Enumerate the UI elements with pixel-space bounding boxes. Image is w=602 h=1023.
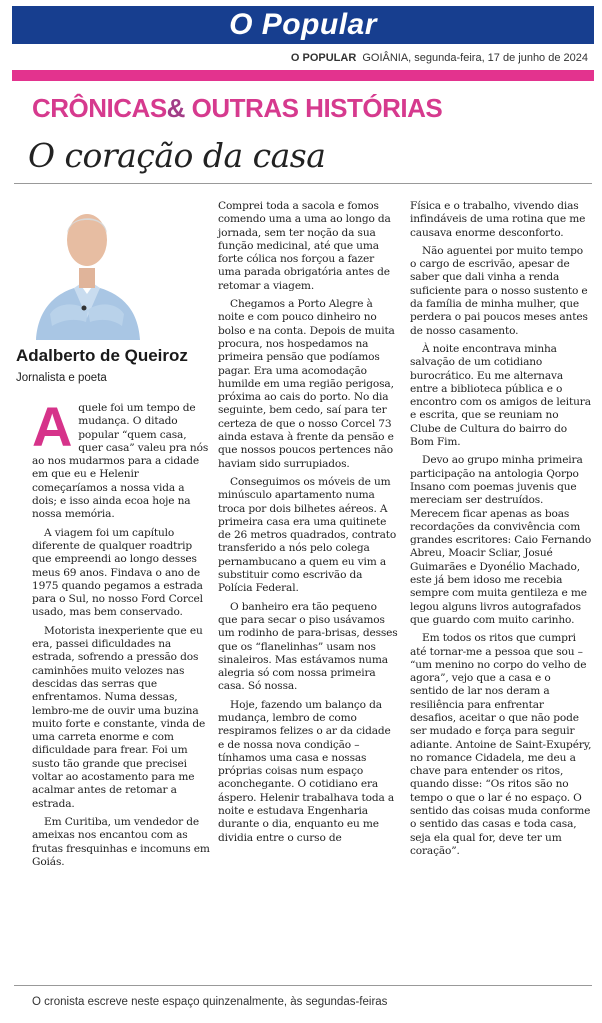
author-photo bbox=[28, 190, 146, 340]
footer-divider bbox=[14, 985, 592, 986]
paragraph: O banheiro era tão pequeno que para secar o piso usávamos um rodinho de para-brisas, desses que os “flanelinhas” usam nos sinaleiros. Mas estávamos numa alegria só com nossa primeira casa. Só nossa. bbox=[218, 600, 398, 693]
masthead-title: O Popular bbox=[229, 8, 377, 41]
paragraph: Conseguimos os móveis de um minúsculo apartamento numa troca por dois bilhetes aéreos. A primeira casa era uma quitinete de 26 metros quadrados, contrato transferido a nós pelo colega pernambucano a quem eu vim a substituir como escrivão da Polícia Federal. bbox=[218, 475, 397, 595]
article-headline: O coração da casa bbox=[28, 136, 326, 175]
masthead bbox=[12, 6, 594, 44]
article-column-3 bbox=[410, 200, 592, 863]
paragraph: Física e o trabalho, vivendo dias infindáveis de uma rotina que me causava enorme desconforto. bbox=[410, 200, 586, 239]
paragraph: Devo ao grupo minha primeira participação na antologia Qorpo Insano com poemas juvenis que mereciam ser destruídos. Merecem ficar apenas as boas recordações da convivência com grandes escritores: Caio Fernando Abreu, Moacir Scliar, Josué Guimarães e Dyonélio Machado, este já bem idoso me recebia sempre com muita gentileza e me legou alguns livros autografados que guardo com muito carinho. bbox=[410, 454, 592, 626]
dateline-paper: O POPULAR bbox=[290, 52, 357, 64]
footer-note: O cronista escreve neste espaço quinzenalmente, às segundas-feiras bbox=[32, 996, 388, 1008]
paragraph: Em Curitiba, um vendedor de ameixas nos encantou com as frutas fresquinhas e incomuns em Goiás. bbox=[32, 815, 210, 868]
section-color-bar bbox=[12, 70, 594, 81]
article-column-2 bbox=[218, 200, 398, 850]
paragraph: À noite encontrava minha salvação de um cotidiano burocrático. Eu me alternava entre a biblioteca pública e o encontro com os amigos de leitura e escrita, que se reuniam no Clube de Cultura do bairro do Bom Fim. bbox=[410, 342, 591, 449]
author-role: Jornalista e poeta bbox=[16, 372, 107, 384]
paragraph: Hoje, fazendo um balanço da mudança, lembro de como respiramos felizes o ar da cidade e de nossa nova condição – tínhamos uma casa e nossas próprias coisas num espaço aconchegante. O cotidiano era áspero. Helenir trabalhava toda a noite e estudava Engenharia durante o dia, enquanto eu me dividia entre o curso de bbox=[218, 698, 394, 844]
section-title-left: CRÔNICAS bbox=[32, 93, 167, 123]
paragraph: Motorista inexperiente que eu era, passei dificuldades na estrada, sofrendo a pressão dos caminhões muito velozes nas descidas das serras que enfrentamos. Numa dessas, lembro-me de ouvir uma buzina muito forte e constante, vinda de uma carreta enorme e com dificuldade para frear. Foi um susto tão grande que precisei voltar ao acostamento para me acalmar antes de retomar a estrada. bbox=[32, 624, 206, 810]
paragraph: A viagem foi um capítulo diferente de qualquer roadtrip que empreendi ao longo desses meus 69 anos. Findava o ano de 1975 quando pegamos a estrada para o Sul, no nosso Ford Corcel usado, mas bem conservado. bbox=[32, 526, 203, 619]
paragraph: quele foi um tempo de mudança. O ditado popular “quem casa, quer casa” valeu pra nós ao nos mudarmos para a cidade em que eu e Helenir começaríamos a nossa vida a dois; e isso ainda ecoa hoje na nossa memória. bbox=[32, 402, 209, 521]
paragraph: Chegamos a Porto Alegre à noite e com pouco dinheiro no bolso e na conta. Depois de muita procura, nos hospedamos na primeira pensão que podíamos pagar. Era uma acomodação humilde em uma região perigosa, próxima ao cais do porto. No dia seguinte, bem cedo, saí para ter certeza de que o nosso Corcel 73 ainda estava à frente da pensão e que nossos poucos pertences não haviam sido surrupiados. bbox=[218, 298, 395, 470]
author-name: Adalberto de Queiroz bbox=[16, 346, 188, 365]
section-title-ampersand: & bbox=[166, 93, 185, 123]
drop-cap: A bbox=[32, 395, 73, 458]
paragraph: Não aguentei por muito tempo o cargo de escrivão, apesar de saber que dali vinha a renda suficiente para o nosso sustento e da família de minha mulher, que perdera o pai poucos meses antes de nosso casamento. bbox=[410, 244, 588, 337]
dateline bbox=[291, 52, 588, 64]
headline-divider bbox=[14, 183, 592, 184]
article-column-1 bbox=[32, 395, 212, 874]
section-title bbox=[32, 93, 442, 124]
paragraph: Em todos os ritos que cumpri até tornar-me a pessoa que sou – “um menino no corpo do velho de agora”, vejo que a casa e o sentido de lar nos deram a resiliência para enfrentar desafios, aceitar o que não pode ser mudado e força para seguir adiante. Antoine de Saint-Exupéry, no romance Cidadela, me deu a chave para entender os ritos, quando disse: “Os ritos são no tempo o que o lar é no espaço. O sentido das coisas muda conforme o sentido das casas e toda casa, seja ela qual for, deve ter um coração”. bbox=[410, 632, 592, 857]
dateline-text: GOIÂNIA, segunda-feira, 17 de junho de 2024 bbox=[362, 52, 588, 64]
paragraph: Comprei toda a sacola e fomos comendo uma a uma ao longo da jornada, sem ter noção da sua função medicinal, até que uma forte cólica nos forçou a fazer uma parada obrigatória antes de retomar a viagem. bbox=[218, 200, 391, 292]
section-title-right: OUTRAS HISTÓRIAS bbox=[184, 93, 443, 123]
